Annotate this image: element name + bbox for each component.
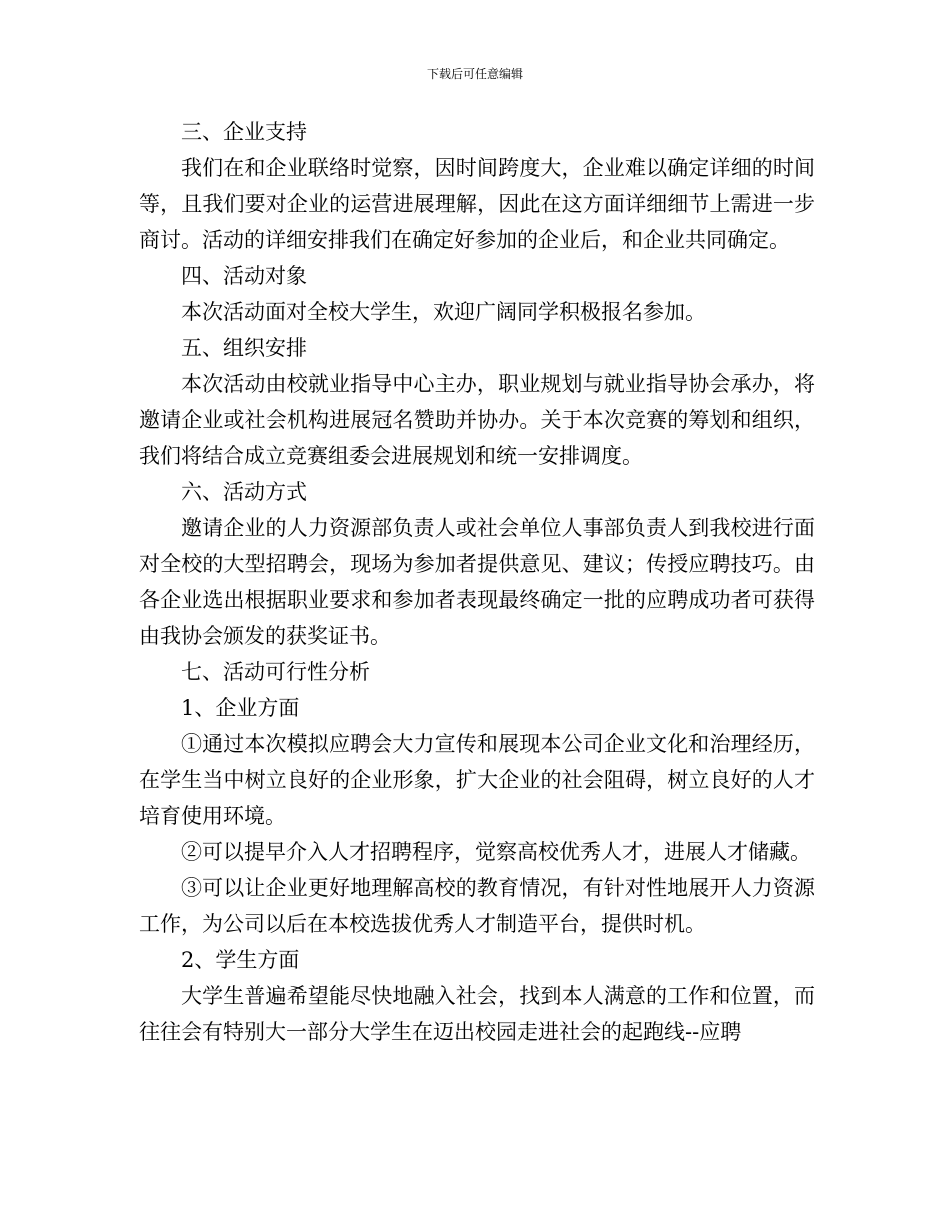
paragraph: 本次活动面对全校大学生，欢迎广阔同学积极报名参加。: [181, 300, 706, 324]
subheading-students: 2、学生方面: [181, 948, 300, 972]
header-note: 下载后可任意编辑: [426, 67, 523, 81]
section-heading-organization: 五、组织安排: [181, 336, 307, 360]
section-heading-activity-method: 六、活动方式: [181, 480, 307, 504]
paragraph: 大学生普遍希望能尽快地融入社会，找到本人满意的工作和位置，而往往会有特别大一部分大学生在迈出校园走进社会的起跑线--应聘: [139, 984, 815, 1044]
section-heading-feasibility: 七、活动可行性分析: [181, 660, 370, 684]
paragraph: 本次活动由校就业指导中心主办，职业规划与就业指导协会承办，将邀请企业或社会机构进展冠名赞助并协办。关于本次竞赛的筹划和组织，我们将结合成立竞赛组委会进展规划和统一安排调度。: [139, 372, 815, 468]
subheading-enterprise: 1、企业方面: [181, 696, 300, 720]
paragraph: ①通过本次模拟应聘会大力宣传和展现本公司企业文化和治理经历，在学生当中树立良好的企业形象，扩大企业的社会阻碍，树立良好的人才培育使用环境。: [139, 732, 815, 828]
document-body: [139, 114, 815, 1050]
paragraph: 邀请企业的人力资源部负责人或社会单位人事部负责人到我校进行面对全校的大型招聘会，现场为参加者提供意见、建议；传授应聘技巧。由各企业选出根据职业要求和参加者表现最终确定一批的应聘成功者可获得由我协会颁发的获奖证书。: [139, 516, 815, 648]
section-heading-activity-target: 四、活动对象: [181, 264, 307, 288]
section-heading-enterprise-support: 三、企业支持: [181, 120, 307, 144]
paragraph: ②可以提早介入人才招聘程序，觉察高校优秀人才，进展人才储藏。: [181, 840, 811, 864]
paragraph: ③可以让企业更好地理解高校的教育情况，有针对性地展开人力资源工作，为公司以后在本校选拔优秀人才制造平台，提供时机。: [139, 876, 815, 936]
paragraph: 我们在和企业联络时觉察，因时间跨度大，企业难以确定详细的时间等，且我们要对企业的运营进展理解，因此在这方面详细细节上需进一步商讨。活动的详细安排我们在确定好参加的企业后，和企业共同确定。: [139, 156, 815, 252]
